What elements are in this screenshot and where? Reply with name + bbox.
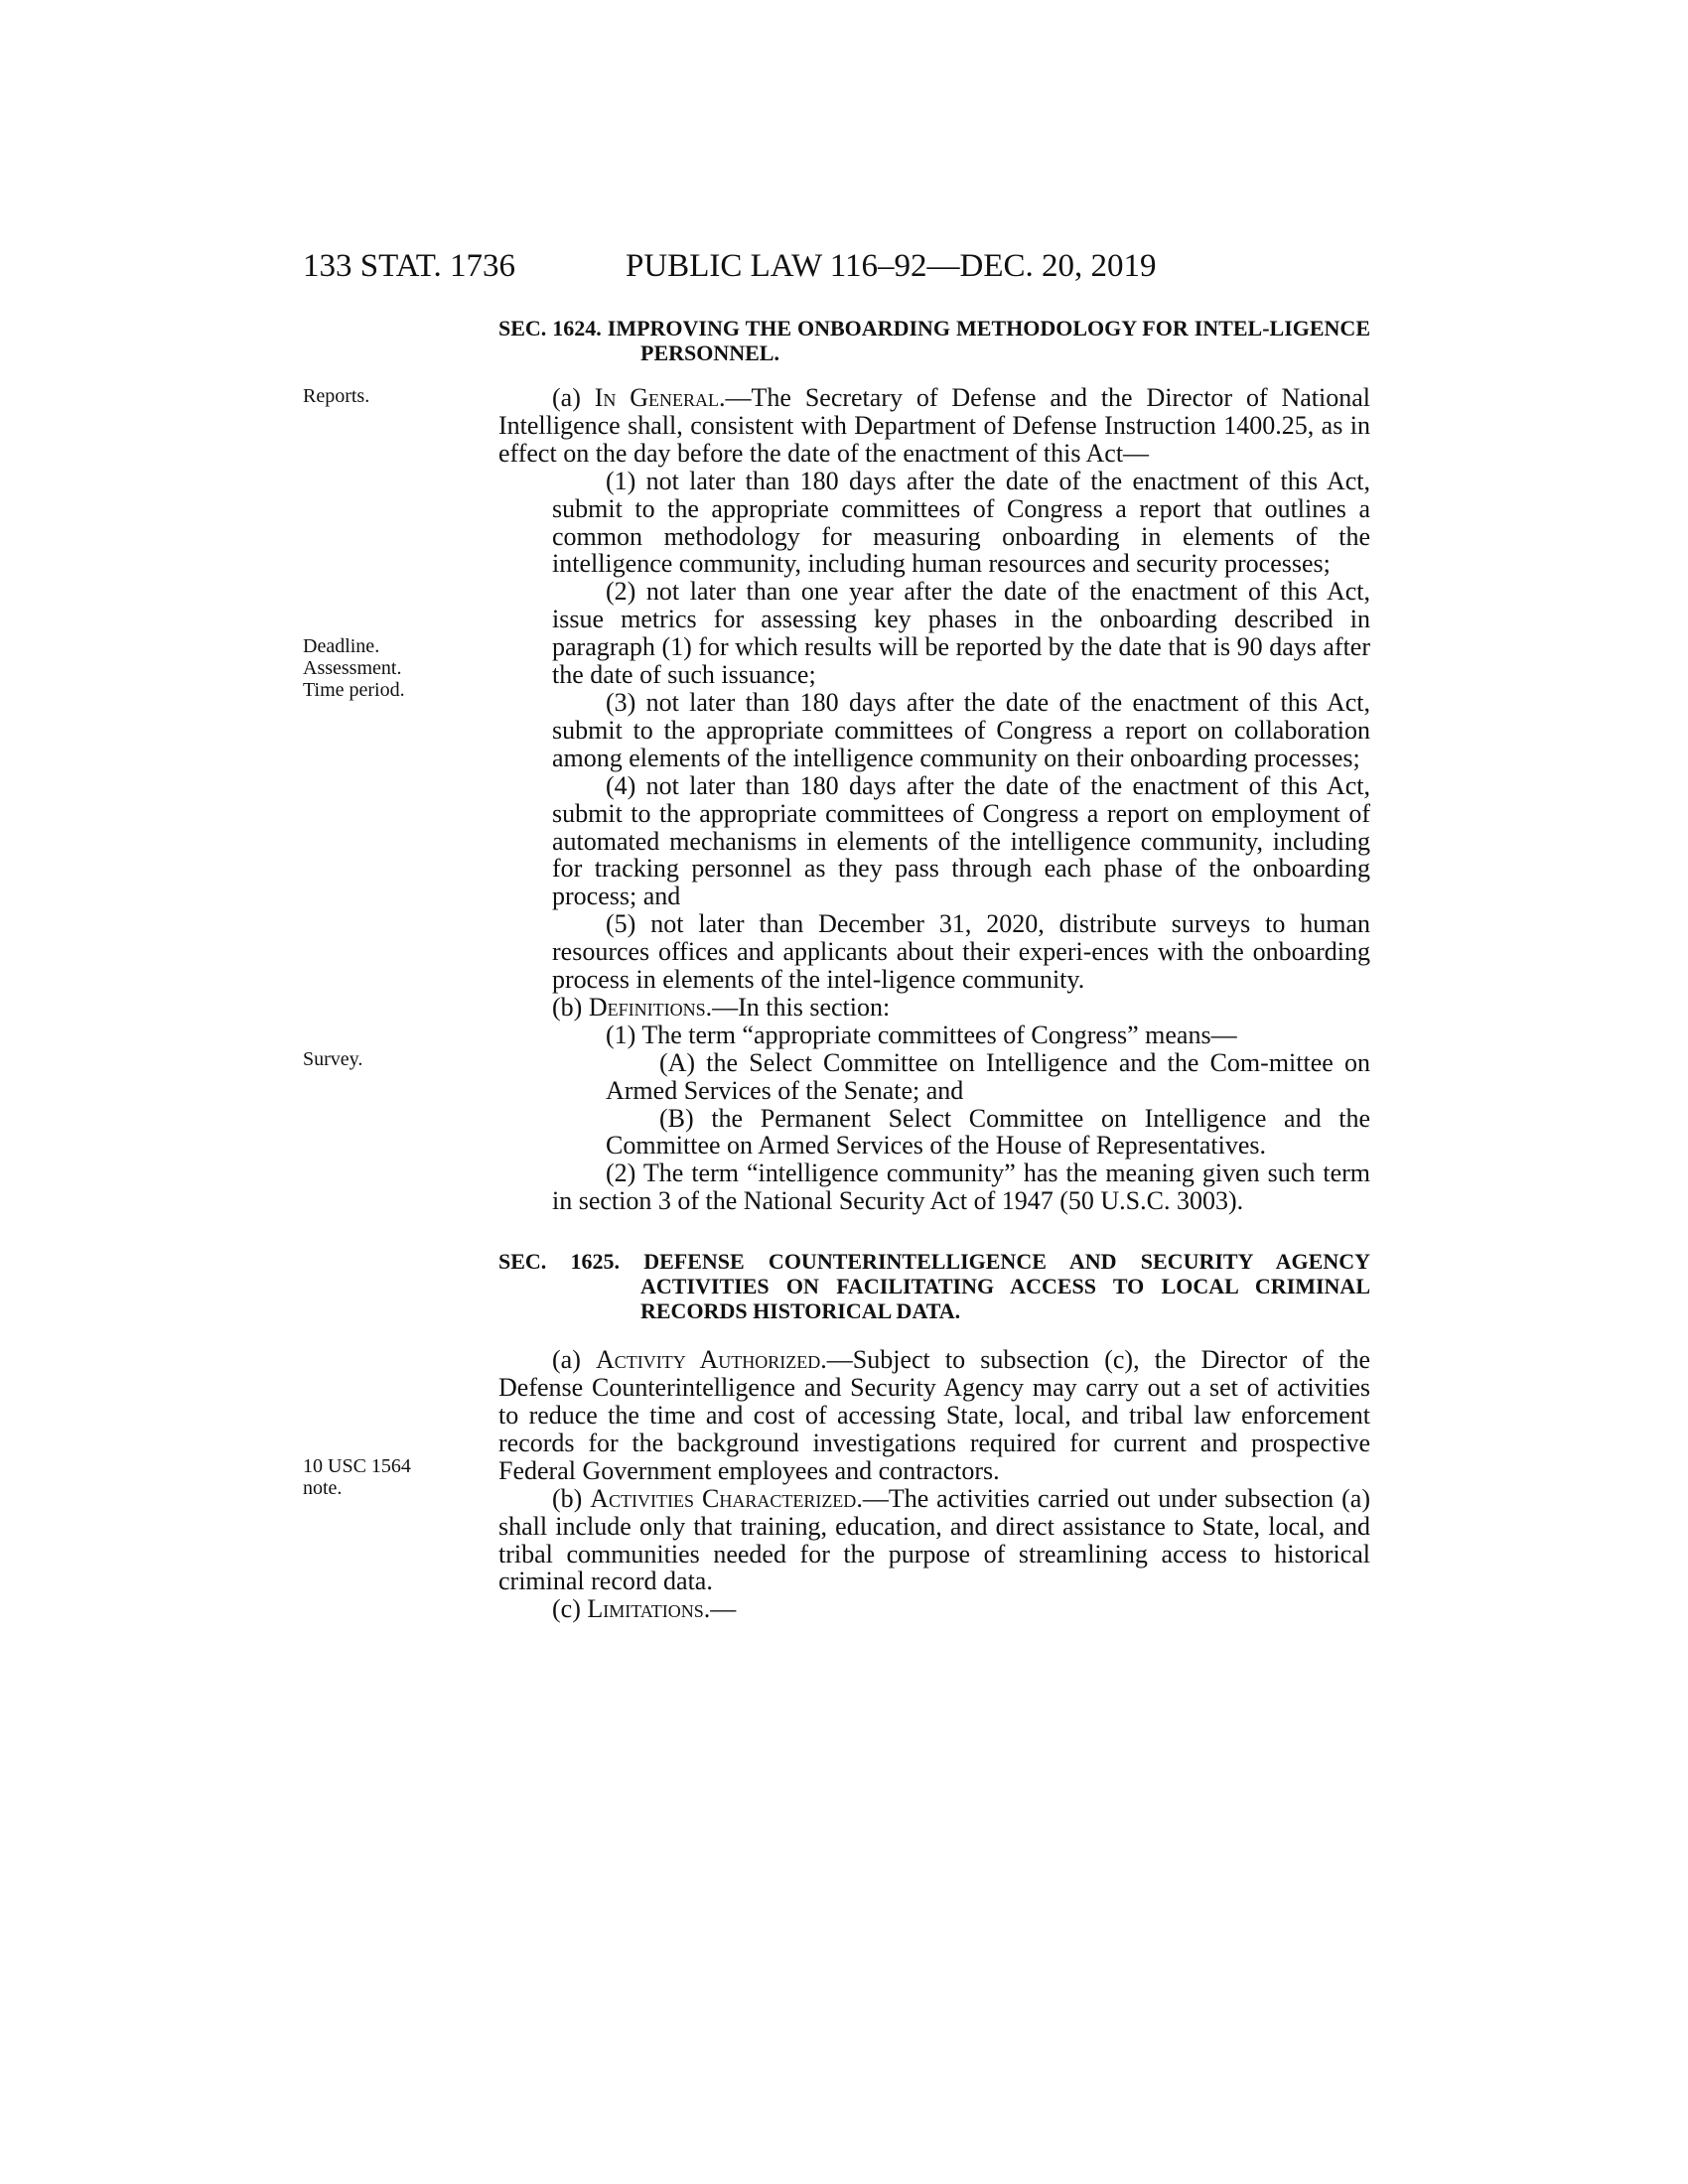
section-1625-heading: SEC. 1625. DEFENSE COUNTERINTELLIGENCE AND SECURITY AGENCY ACTIVITIES ON FACILITATING ACCESS TO LOCAL CRIMINAL RECORDS HISTORICAL DATA. [498, 1249, 1370, 1324]
section-1624-heading: SEC. 1624. IMPROVING THE ONBOARDING METHODOLOGY FOR INTEL-LIGENCE PERSONNEL. [498, 316, 1370, 365]
sec1625-subsection-a: (a) Activity Authorized.—Subject to subsection (c), the Director of the Defense Counterintelligence and Security Agency may carry out a set of activities to reduce the time and cost of accessing State, local, and tribal law enforcement records for the background investigations required for current and prospective Federal Government employees and contractors. [498, 1345, 1370, 1485]
sec1624-definition-1b: (B) the Permanent Select Committee on Intelligence and the Committee on Armed Services of the House of Representatives. [606, 1103, 1370, 1160]
margin-note-line: Assessment. [303, 657, 402, 679]
margin-note-deadline [303, 635, 452, 701]
sec1624-definition-1a: (A) the Select Committee on Intelligence and the Com-mittee on Armed Services of the Senate; and [606, 1047, 1370, 1105]
running-title: PUBLIC LAW 116–92—DEC. 20, 2019 [626, 248, 1157, 284]
sec1624-subsection-b: (b) Definitions.—In this section: [552, 992, 891, 1022]
subsection-caption: Activities Characterized [590, 1483, 857, 1513]
subsection-caption: Activity Authorized [596, 1345, 821, 1375]
margin-note-survey [303, 1048, 452, 1070]
sec1624-paragraph-1: (1) not later than 180 days after the date of the enactment of this Act, submit to the appropriate committees of Congress a report that outlines a common methodology for measuring onboarding in elements of the intelligence community, including human resources and security processes; [552, 466, 1370, 579]
sec1625-subsection-b: (b) Activities Characterized.—The activities carried out under subsection (a) shall include only that training, education, and direct assistance to State, local, and tribal communities needed for the purpose of streamlining access to historical criminal record data. [498, 1483, 1370, 1596]
sec1624-paragraph-5: (5) not later than December 31, 2020, distribute surveys to human resources offices and applicants about their experi-ences with the onboarding process in elements of the intel-ligence community. [552, 909, 1370, 995]
subsection-caption: In General [594, 383, 720, 412]
sec1624-definition-1: (1) The term “appropriate committees of Congress” means— [606, 1020, 1237, 1049]
margin-note-line: Time period. [303, 679, 405, 701]
sec1624-paragraph-4: (4) not later than 180 days after the date of the enactment of this Act, submit to the appropriate committees of Congress a report on employment of automated mechanisms in elements of the intelligence community, including for tracking personnel as they pass through each phase of the onboarding process; and [552, 770, 1370, 911]
margin-note-line: note. [303, 1477, 343, 1499]
document-body [498, 316, 1370, 1623]
sec1624-paragraph-2: (2) not later than one year after the date of the enactment of this Act, issue metrics for assessing key phases in the onboarding described in paragraph (1) for which results will be reported by the date that is 90 days after the date of such issuance; [552, 577, 1370, 690]
sec1624-paragraph-3: (3) not later than 180 days after the date of the enactment of this Act, submit to the appropriate committees of Congress a report on collaboration among elements of the intelligence community on their onboarding processes; [552, 687, 1370, 772]
sec1624-definition-2: (2) The term “intelligence community” has the meaning given such term in section 3 of the National Security Act of 1947 (50 U.S.C. 3003). [552, 1159, 1370, 1216]
margin-note-line: 10 USC 1564 [303, 1455, 411, 1477]
subsection-caption: Limitations [587, 1594, 704, 1624]
subsection-caption: Definitions [588, 992, 706, 1022]
margin-note-usc [303, 1455, 452, 1499]
page-header [303, 246, 1370, 286]
sec1624-subsection-a: (a) In General.—The Secretary of Defense and the Director of National Intelligence shall, consistent with Department of Defense Instruction 1400.25, as in effect on the day before the date of the enactment of this Act— [498, 383, 1370, 468]
margin-note-line: Reports. [303, 385, 370, 407]
margin-note-line: Deadline. [303, 635, 380, 657]
margin-note-line: Survey. [303, 1048, 363, 1070]
sec1625-subsection-c: (c) Limitations.— [552, 1594, 737, 1624]
statute-page-number: 133 STAT. 1736 [303, 248, 516, 284]
margin-note-reports [303, 385, 452, 407]
